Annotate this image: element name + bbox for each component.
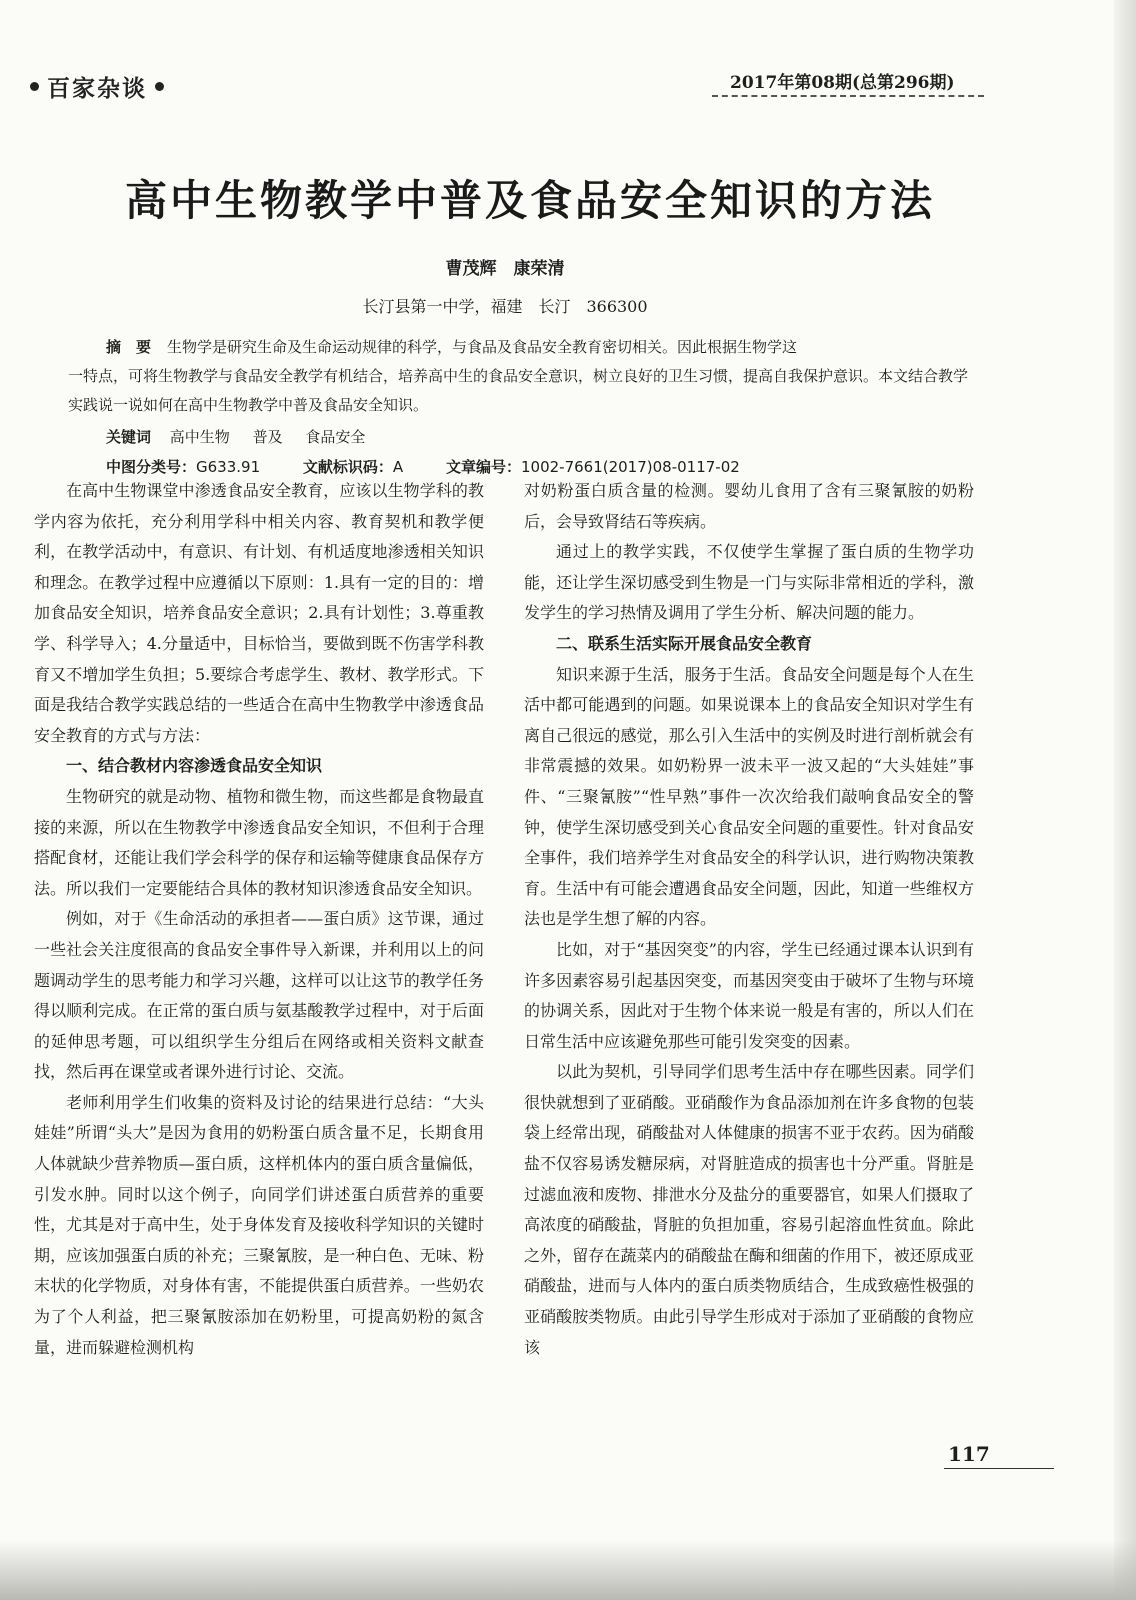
affiliation: 长汀县第一中学，福建 长汀 366300 xyxy=(362,297,648,316)
article-id-label: 文章编号： xyxy=(445,458,521,476)
paragraph: 通过上的教学实践，不仅使学生掌握了蛋白质的生物学功能，还让学生深切感受到生物是一门与实际非常相近的学科，激发学生的学习热情及调用了学生分析、解决问题的能力。 xyxy=(524,542,974,623)
column-name: 百家杂谈 xyxy=(47,75,147,102)
keyword: 食品安全 xyxy=(305,428,366,446)
paragraph: 比如，对于“基因突变”的内容，学生已经通过课本认识到有许多因素容易引起基因突变，而基因突变由于破坏了生物与环境的协调关系，因此对于生物个体来说一般是有害的，所以人们在日常生活中应该避免那些可能引发突变的因素。 xyxy=(524,939,974,1051)
doc-code-label: 文献标识码： xyxy=(302,458,393,476)
clc-value: G633.91 xyxy=(196,458,261,476)
classification-info xyxy=(106,456,986,477)
doc-code-value: A xyxy=(392,458,404,476)
bullet-dot-icon xyxy=(30,82,39,91)
scan-shadow xyxy=(0,1540,1136,1600)
paragraph: 以此为契机，引导同学们思考生活中存在哪些因素。同学们很快就想到了亚硝酸。亚硝酸作为食品添加剂在许多食物的包装袋上经常出现，硝酸盐对人体健康的损害不亚于农药。因为硝酸盐不仅容易诱发糖尿病，对肾脏造成的损害也十分严重。肾脏是过滤血液和废物、排泄水分及盐分的重要器官，如果人们摄取了高浓度的硝酸盐，肾脏的负担加重，容易引起溶血性贫血。除此之外，留存在蔬菜内的硝酸盐在酶和细菌的作用下，被还原成亚硝酸盐，进而与人体内的蛋白质类物质结合，生成致癌性极强的亚硝酸胺类物质。由此引导学生形成对于添加了亚硝酸的食物应该 xyxy=(524,1062,974,1357)
paragraph: 在高中生物课堂中渗透食品安全教育，应该以生物学科的教学内容为依托，充分利用学科中相关内容、教育契机和教学便利，在教学活动中，有意识、有计划、有机适度地渗透相关知识和理念。在教学过程中应遵循以下原则：1.具有一定的目的：增加食品安全知识，培养食品安全意识；2.具有计划性；3.尊重教学、科学导入；4.分量适中，目标恰当，要做到既不伤害学科教育又不增加学生负担；5.要综合考虑学生、教材、教学形式。下面是我结合教学实践总结的一些适合在高中生物教学中渗透食品安全教育的方式与方法： xyxy=(34,481,484,745)
page-number-rule xyxy=(944,1468,1054,1469)
clc-label: 中图分类号： xyxy=(106,458,197,476)
abstract xyxy=(106,333,978,362)
bullet-dot-icon xyxy=(155,82,164,91)
issue-divider xyxy=(712,95,984,97)
abstract-body: 一特点，可将生物教学与食品安全教学有机结合，培养高中生的食品安全意识，树立良好的卫生习惯，提高自我保护意识。本文结合教学实践说一说如何在高中生物教学中普及食品安全知识。 xyxy=(68,367,969,414)
paragraph: 对奶粉蛋白质含量的检测。婴幼儿食用了含有三聚氰胺的奶粉后，会导致肾结石等疾病。 xyxy=(524,481,974,531)
author-list: 曹茂辉 康荣清 xyxy=(445,259,565,279)
issue-info: 2017年第08期(总第296期) xyxy=(730,73,955,93)
paragraph: 生物研究的就是动物、植物和微生物，而这些都是食物最直接的来源，所以在生物教学中渗透食品安全知识，不但利于合理搭配食材，还能让我们学会科学的保存和运输等健康食品保存方法。所以我们一定要能结合具体的教材知识渗透食品安全知识。 xyxy=(34,786,484,898)
paragraph: 知识来源于生活，服务于生活。食品安全问题是每个人在生活中都可能遇到的问题。如果说课本上的食品安全知识对学生有离自己很远的感觉，那么引入生活中的实例及时进行剖析就会有非常震撼的效果。如奶粉界一波未平一波又起的“大头娃娃”事件、“三聚氰胺”“性早熟”事件一次次给我们敲响食品安全的警钟，使学生深切感受到关心食品安全问题的重要性。针对食品安全事件，我们培养学生对食品安全的科学认识，进行购物决策教育。生活中有可能会遭遇食品安全问题，因此，知道一些维权方法也是学生想了解的内容。 xyxy=(524,664,974,929)
keywords-label: 关键词 xyxy=(106,428,152,446)
abstract-first-line: 生物学是研究生命及生命运动规律的科学，与食品及食品安全教育密切相关。因此根据生物学这 xyxy=(167,338,798,356)
keyword: 高中生物 xyxy=(169,428,230,446)
section-heading: 二、联系生活实际开展食品安全教育 xyxy=(556,633,813,653)
column-tag xyxy=(30,70,220,102)
keyword: 普及 xyxy=(252,428,283,446)
right-column xyxy=(524,476,974,1363)
article-title: 高中生物教学中普及食品安全知识的方法 xyxy=(124,176,935,225)
abstract-label: 摘 要 xyxy=(106,338,152,356)
article-id-value: 1002-7661(2017)08-0117-02 xyxy=(520,458,740,476)
paragraph: 例如，对于《生命活动的承担者——蛋白质》这节课，通过一些社会关注度很高的食品安全事件导入新课，并利用以上的问题调动学生的思考能力和学习兴趣，这样可以让这节的教学任务得以顺利完成。在正常的蛋白质与氨基酸教学过程中，对于后面的延伸思考题，可以组织学生分组后在网络或相关资料文献查找，然后再在课堂或者课外进行讨论、交流。 xyxy=(34,909,484,1082)
page-number: 117 xyxy=(948,1442,990,1466)
paragraph: 老师利用学生们收集的资料及讨论的结果进行总结：“大头娃娃”所谓“头大”是因为食用的奶粉蛋白质含量不足，长期食用人体就缺少营养物质—蛋白质，这样机体内的蛋白质含量偏低，引发水肿。同时以这个例子，向同学们讲述蛋白质营养的重要性，尤其是对于高中生，处于身体发育及接收科学知识的关键时期，应该加强蛋白质的补充；三聚氰胺，是一种白色、无味、粉末状的化学物质，对身体有害，不能提供蛋白质营养。一些奶农为了个人利益，把三聚氰胺添加在奶粉里，可提高奶粉的氮含量，进而躲避检测机构 xyxy=(34,1092,484,1357)
keywords xyxy=(106,426,383,447)
section-heading: 一、结合教材内容渗透食品安全知识 xyxy=(66,756,323,776)
left-column xyxy=(34,476,484,1363)
scan-edge xyxy=(1114,0,1136,1600)
